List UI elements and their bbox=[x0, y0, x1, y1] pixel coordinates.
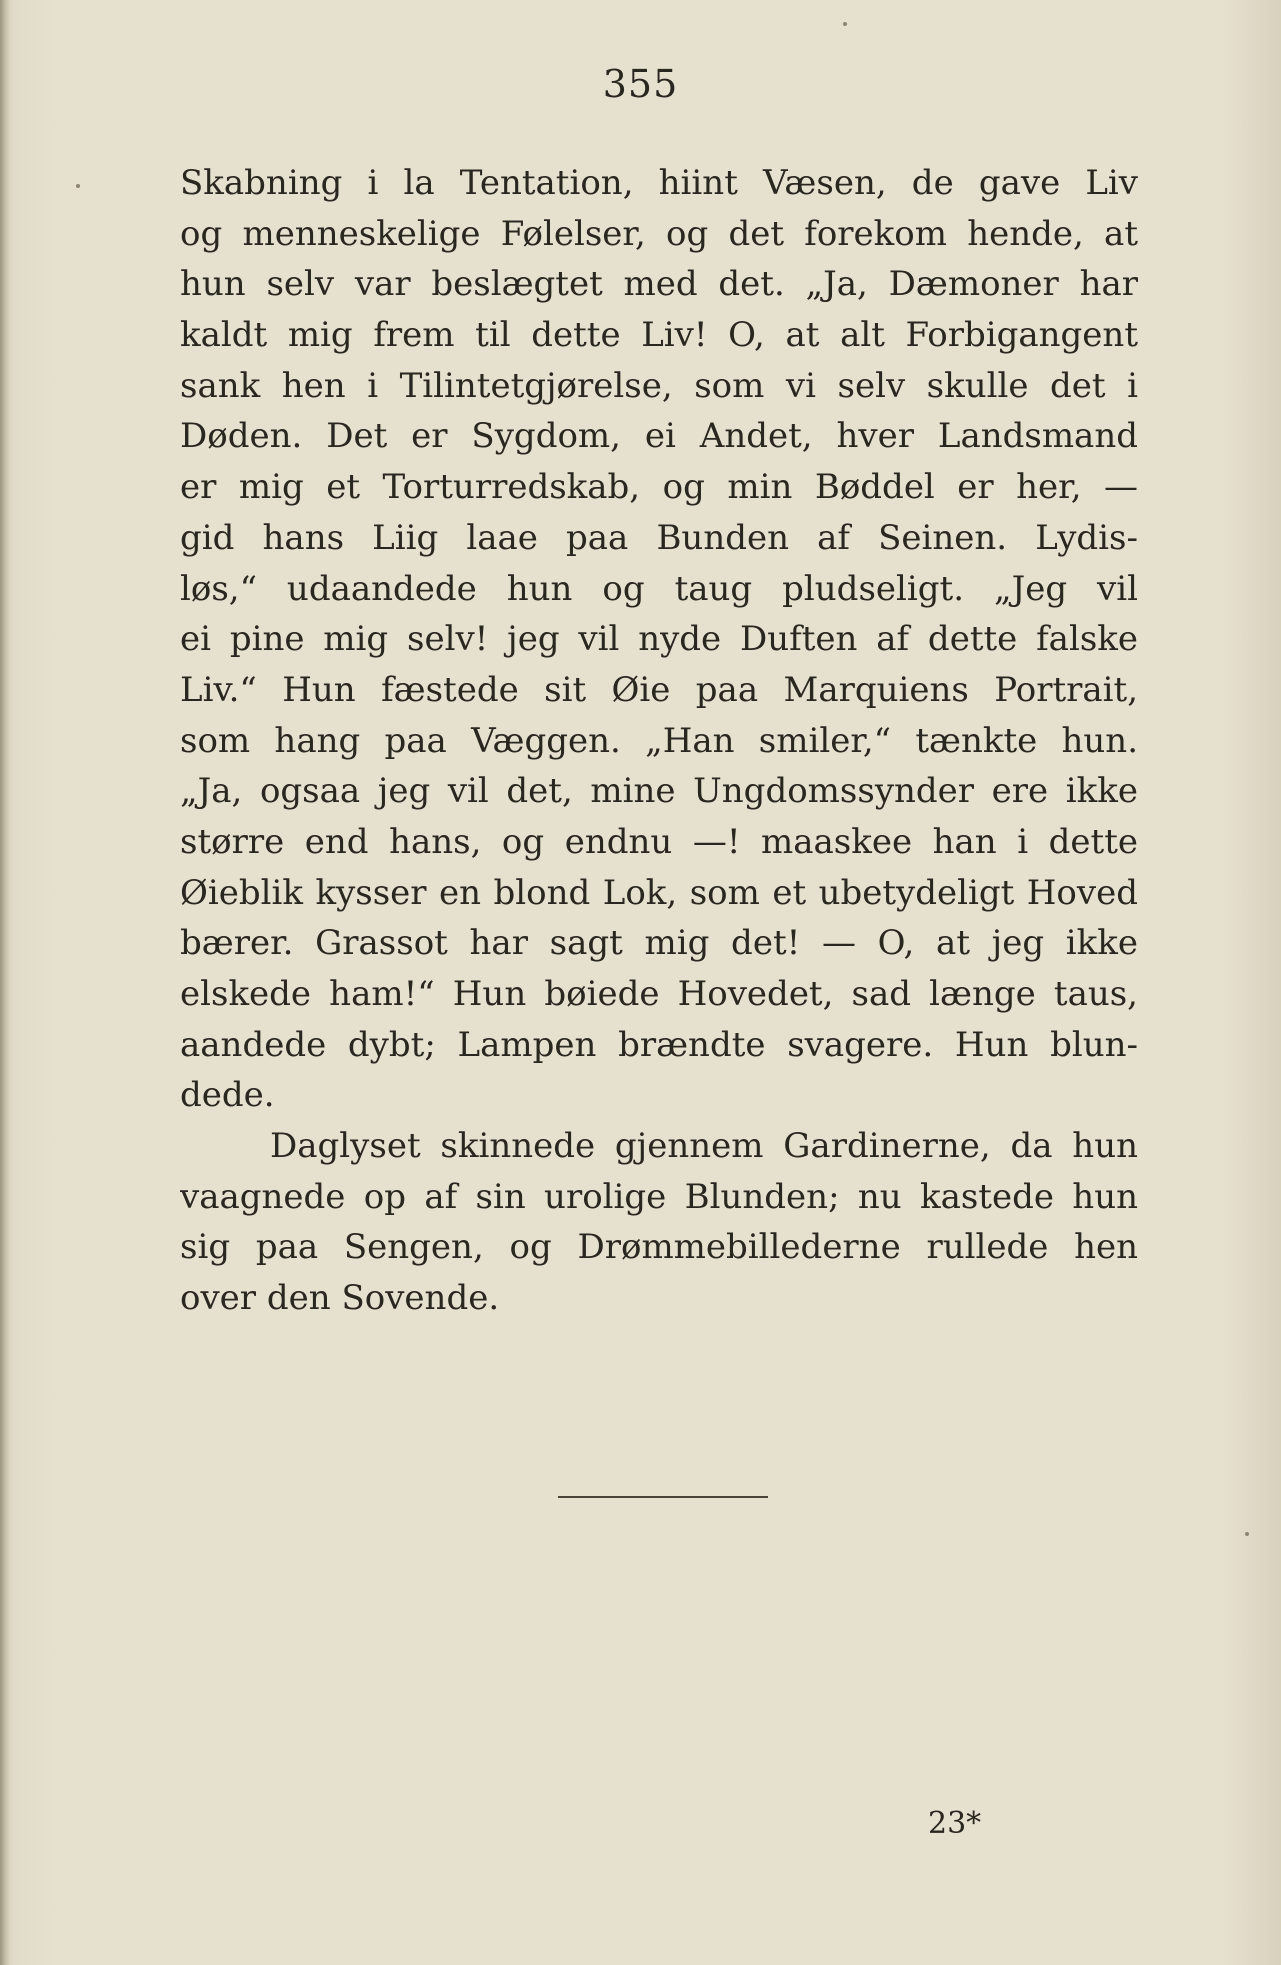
text-line: ei pine mig selv! jeg vil nyde Duften af dette falske bbox=[180, 619, 1138, 660]
text-line: Skabning i la Tentation, hiint Væsen, de gave Liv bbox=[180, 163, 1138, 203]
text-line: elskede ham!“ Hun bøiede Hovedet, sad længe taus, bbox=[180, 974, 1138, 1014]
text-line: Liv.“ Hun fæstede sit Øie paa Marquiens Portrait, bbox=[180, 669, 1138, 710]
binding-edge bbox=[0, 0, 10, 1965]
text-line: Døden. Det er Sygdom, ei Andet, hver Landsmand bbox=[180, 416, 1138, 457]
text-line: løs,“ udaandede hun og taug pludseligt. „Jeg vil bbox=[180, 568, 1138, 609]
text-line: sank hen i Tilintetgjørelse, som vi selv skulle det i bbox=[180, 365, 1138, 406]
paper-speck bbox=[843, 22, 847, 26]
text-line: „Ja, ogsaa jeg vil det, mine Ungdomssynder ere ikke bbox=[180, 771, 1138, 812]
text-line: bærer. Grassot har sagt mig det! — O, at jeg ikke bbox=[180, 923, 1138, 964]
text-line: over den Sovende. bbox=[180, 1278, 500, 1319]
text-line: større end hans, og endnu —! maaskee han i dette bbox=[180, 821, 1138, 862]
text-line: som hang paa Væggen. „Han smiler,“ tænkte hun. bbox=[180, 720, 1138, 761]
text-line: sig paa Sengen, og Drømmebillederne rullede hen bbox=[180, 1227, 1138, 1268]
body-text bbox=[180, 158, 1138, 1324]
printer-signature-mark: 23* bbox=[928, 1806, 982, 1841]
page-number: 355 bbox=[602, 62, 679, 106]
paper-speck bbox=[1245, 1532, 1249, 1536]
paragraph bbox=[180, 158, 1138, 1121]
text-line: hun selv var beslægtet med det. „Ja, Dæmoner har bbox=[180, 264, 1138, 305]
paragraph bbox=[180, 1121, 1138, 1324]
text-line: gid hans Liig laae paa Bunden af Seinen. Lydis- bbox=[180, 517, 1138, 558]
text-line: er mig et Torturredskab, og min Bøddel er her, — bbox=[180, 467, 1138, 508]
text-line: dede. bbox=[180, 1075, 275, 1116]
text-line: kaldt mig frem til dette Liv! O, at alt Forbigangent bbox=[180, 315, 1138, 356]
section-end-rule bbox=[558, 1496, 768, 1498]
paper-speck bbox=[76, 184, 80, 188]
text-line: og menneskelige Følelser, og det forekom hende, at bbox=[180, 213, 1138, 254]
text-line: Daglyset skinnede gjennem Gardinerne, da hun bbox=[270, 1126, 1138, 1167]
text-line: vaagnede op af sin urolige Blunden; nu kastede hun bbox=[180, 1176, 1138, 1217]
text-line: aandede dybt; Lampen brændte svagere. Hun blun- bbox=[180, 1024, 1138, 1065]
text-line: Øieblik kysser en blond Lok, som et ubetydeligt Hoved bbox=[180, 872, 1138, 913]
